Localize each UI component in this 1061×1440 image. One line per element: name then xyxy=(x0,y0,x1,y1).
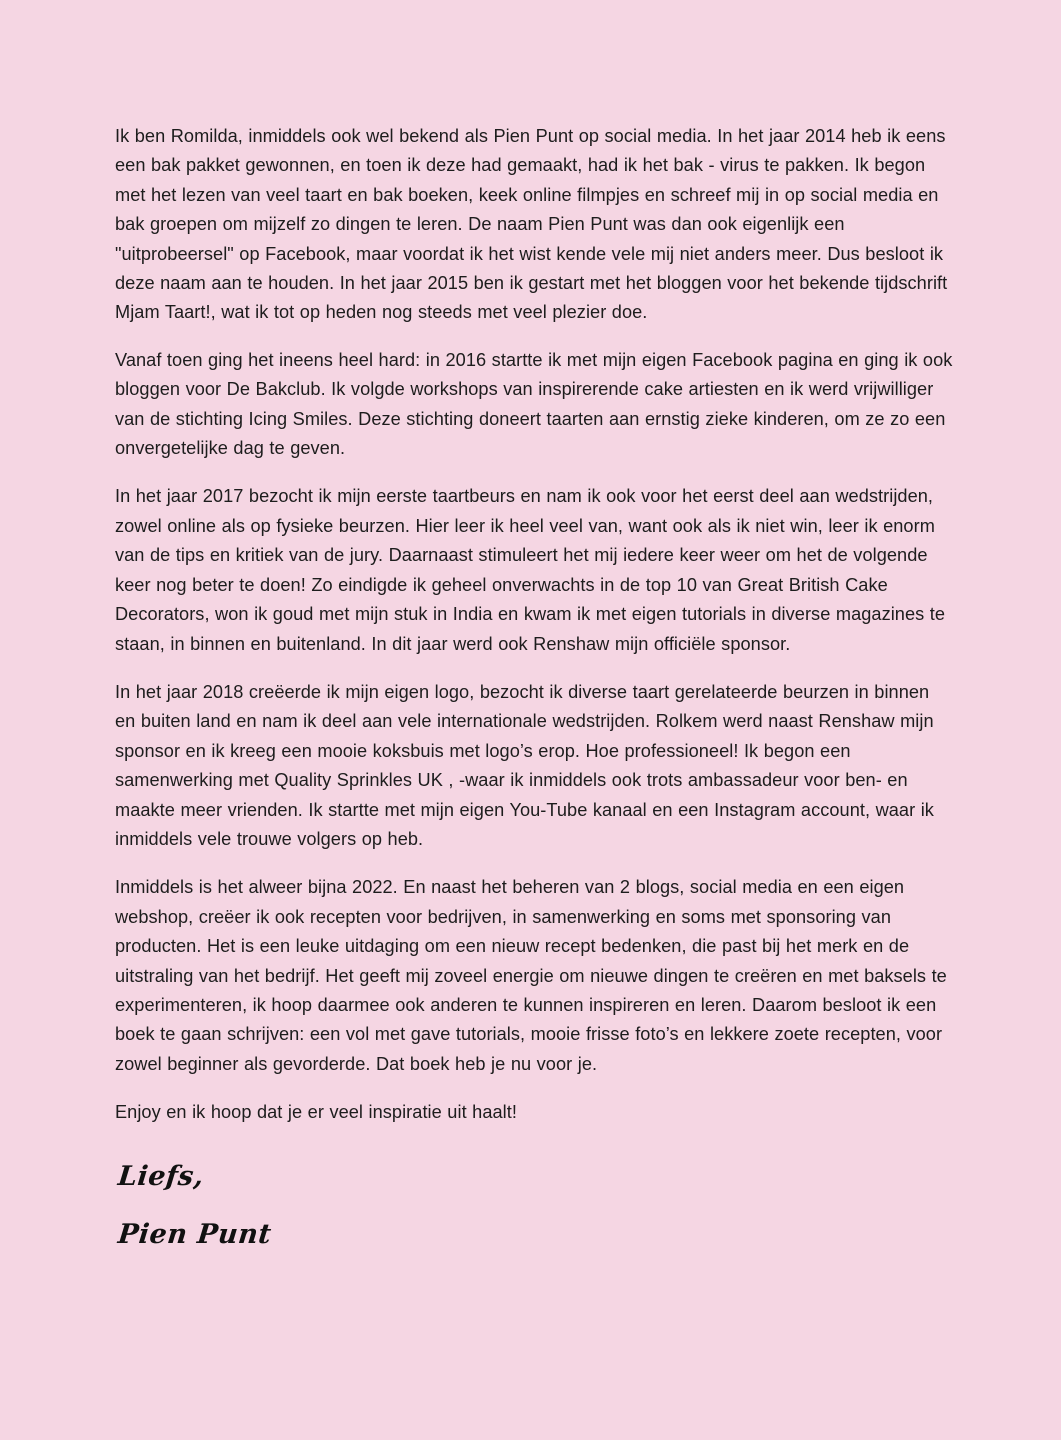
paragraph-2016: Vanaf toen ging het ineens heel hard: in 2016 startte ik met mijn eigen Facebook pagina en ging ik ook bloggen voor De Bakclub. Ik volgde workshops van inspirerende cake artiesten en ik werd vrijwilliger van de stichting Icing Smiles. Deze stichting doneert taarten aan ernstig zieke kinderen, om ze zo een onvergetelijke dag te geven. xyxy=(115,349,953,459)
signoff-block xyxy=(115,1148,953,1264)
signoff-name: Pien Punt xyxy=(116,1218,274,1250)
paragraph-intro: Ik ben Romilda, inmiddels ook wel bekend als Pien Punt op social media. In het jaar 2014 heb ik eens een bak pakket gewonnen, en toen ik deze had gemaakt, had ik het bak - virus te pakken. Ik begon met het lezen van veel taart en bak boeken, keek online filmpjes en schreef mij in op social media en bak groepen om mijzelf zo dingen te leren. De naam Pien Punt was dan ook eigenlijk een "uitprobeersel" op Facebook, maar voordat ik het wist kende vele mij niet anders meer. Dus besloot ik deze naam aan te houden. In het jaar 2015 ben ik gestart met het bloggen voor het bekende tijdschrift Mjam Taart!, wat ik tot op heden nog steeds met veel plezier doe. xyxy=(115,126,948,323)
paragraph-2017: In het jaar 2017 bezocht ik mijn eerste taartbeurs en nam ik ook voor het eerst deel aan wedstrijden, zowel online als op fysieke beurzen. Hier leer ik heel veel van, want ook als ik niet win, leer ik enorm van de tips en kritiek van de jury. Daarnaast stimuleert het mij iedere keer weer om het de volgende keer nog beter te doen! Zo eindigde ik geheel onverwachts in de top 10 van Great British Cake Decorators, won ik goud met mijn stuk in India en kwam ik met eigen tutorials in diverse magazines te staan, in binnen en buitenland. In dit jaar werd ook Renshaw mijn officiële sponsor. xyxy=(115,486,946,654)
paragraph-2018: In het jaar 2018 creëerde ik mijn eigen logo, bezocht ik diverse taart gerelateerde beurzen in binnen en buiten land en nam ik deel aan vele internationale wedstrijden. Rolkem werd naast Renshaw mijn sponsor en ik kreeg een mooie koksbuis met logo’s erop. Hoe professioneel! Ik begon een samenwerking met Quality Sprinkles UK , -waar ik inmiddels ook trots ambassadeur voor ben- en maakte meer vrienden. Ik startte met mijn eigen You-Tube kanaal en een Instagram account, waar ik inmiddels vele trouwe volgers op heb. xyxy=(115,681,934,849)
paragraph-closing: Enjoy en ik hoop dat je er veel inspiratie uit haalt! xyxy=(115,1102,517,1123)
signoff-greeting: Liefs, xyxy=(116,1160,206,1192)
paragraph-2022: Inmiddels is het alweer bijna 2022. En naast het beheren van 2 blogs, social media en een eigen webshop, creëer ik ook recepten voor bedrijven, in samenwerking en soms met sponsoring van producten. Het is een leuke uitdaging om een nieuw recept bedenken, die past bij het merk en de uitstraling van het bedrijf. Het geeft mij zoveel energie om nieuwe dingen te creëren en met baksels te experimenteren, ik hoop daarmee ook anderen te kunnen inspireren en leren. Daarom besloot ik een boek te gaan schrijven: een vol met gave tutorials, mooie frisse foto’s en lekkere zoete recepten, voor zowel beginner als gevorderde. Dat boek heb je nu voor je. xyxy=(115,877,947,1074)
